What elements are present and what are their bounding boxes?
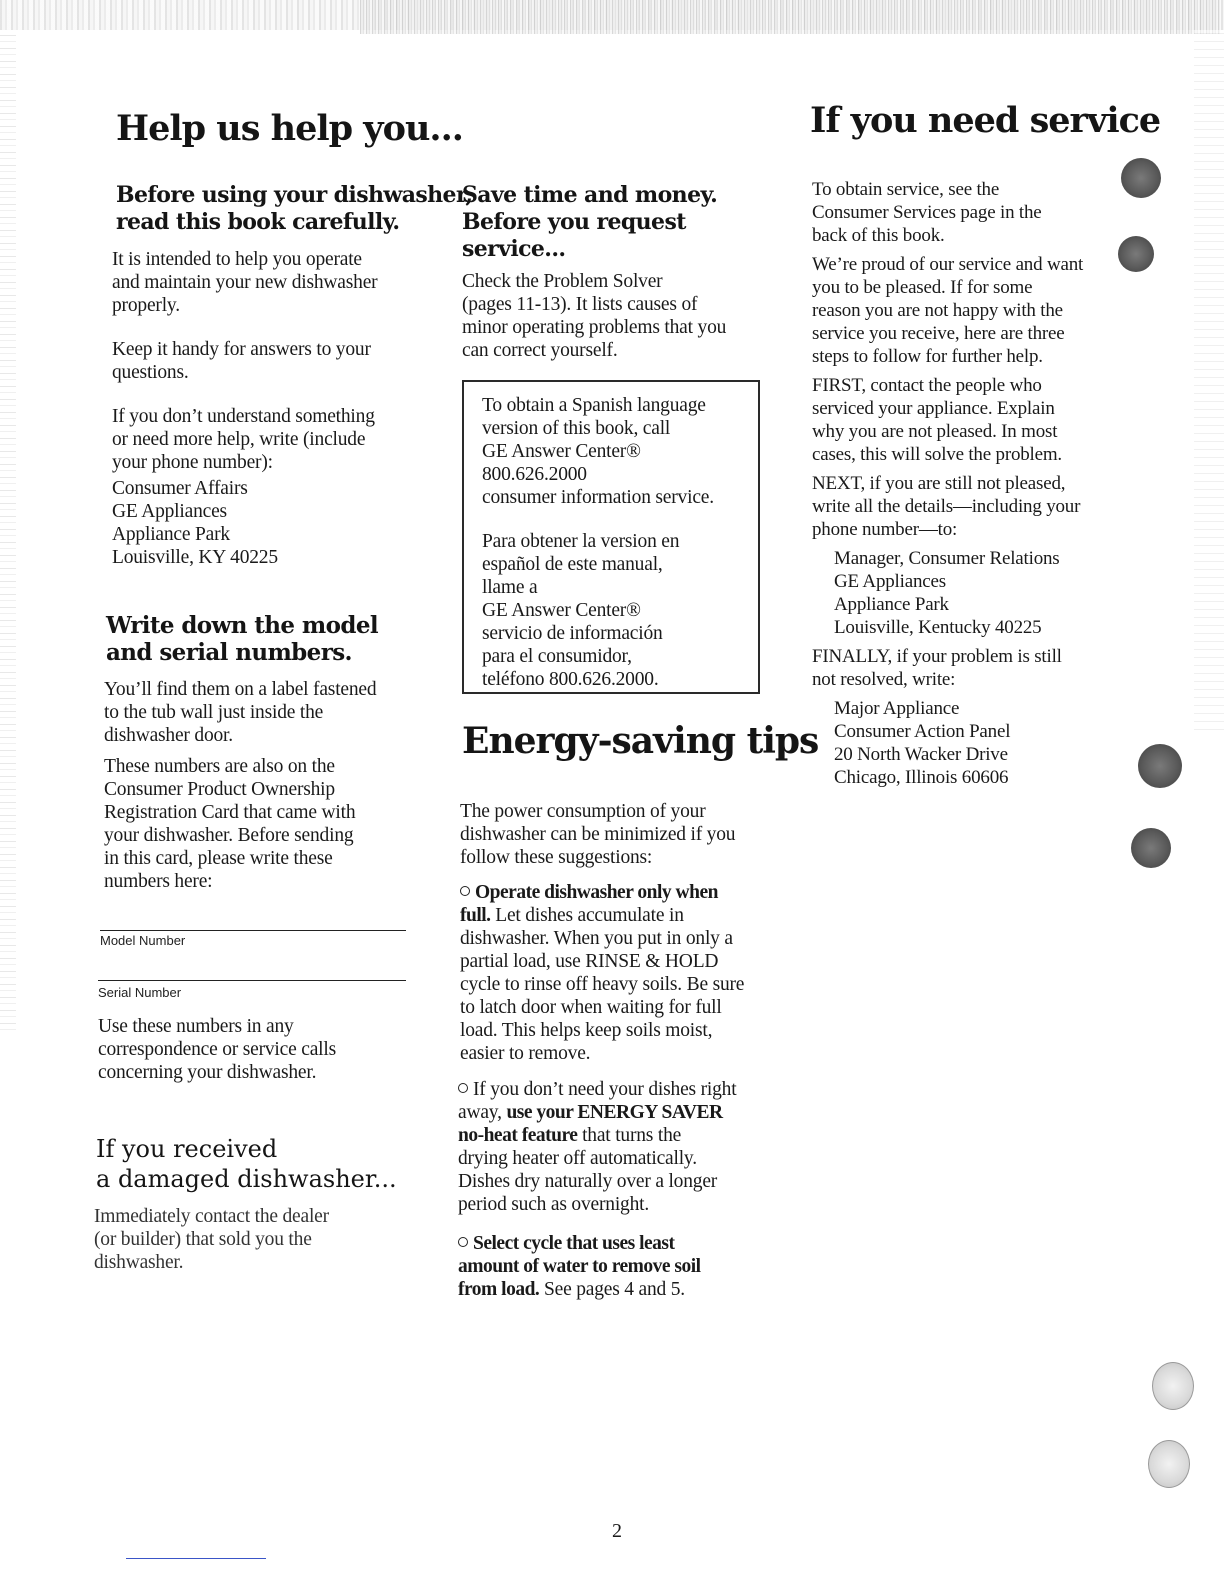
energy-tip-2: If you don’t need your dishes right away, use your ENERGY SAVER no-heat feature that turns the drying heater off automatically. Dishes dry naturally over a longer period such as overnight. xyxy=(458,1079,737,1215)
spanish-language-box xyxy=(462,380,760,694)
consumer-relations-address: Manager, Consumer Relations GE Appliances Appliance Park Louisville, Kentucky 40225 xyxy=(834,548,1060,638)
save-time-title: Save time and money. Before you request service... xyxy=(462,182,718,262)
serial-number-label: Serial Number xyxy=(98,985,182,1000)
punch-hole xyxy=(1118,236,1154,272)
service-body: To obtain service, see the Consumer Services page in the back of this book. We’re proud of our service and want you to be pleased. If for some reason you are not happy with the service you receive, here are three steps to follow for further help. FIRST, contact the people who serviced your appliance. Explain why you are not pleased. In most cases, this will solve the problem. NEXT, if you are still not pleased, write all the details—including your phone number—to: Manager, Consumer Relations GE Appliances Appliance Park Louisville, Kentucky 40225 FINALLY, if your problem is still not resolved, write: Major Appliance Consumer Action Panel 20 North Wacker Drive Chicago, Illinois 60606 xyxy=(812,179,1084,788)
heading-help-us: Help us help you... xyxy=(116,108,463,149)
scan-edge-top xyxy=(0,0,1224,30)
scan-edge-right xyxy=(1194,30,1224,730)
punch-hole xyxy=(1138,744,1182,788)
punch-hole xyxy=(1131,828,1171,868)
punch-hole xyxy=(1121,158,1161,198)
page-number: 2 xyxy=(612,1520,622,1542)
damaged-title: If you received a damaged dishwasher... xyxy=(96,1135,397,1193)
model-serial-usage: Use these numbers in any correspondence or service calls concerning your dishwasher. xyxy=(98,1016,336,1083)
model-serial-body: You’ll find them on a label fastened to the tub wall just inside the dishwasher door. These numbers are also on the Consumer Product Ownership Registration Card that came with your dishwasher. Before sending in this card, please write these numbers here: xyxy=(104,679,377,892)
energy-intro: The power consumption of your dishwasher can be minimized if you follow these suggestions: xyxy=(460,801,736,868)
consumer-action-panel-address: Major Appliance Consumer Action Panel 20 North Wacker Drive Chicago, Illinois 60606 xyxy=(834,698,1011,788)
energy-tip-3: Select cycle that uses least amount of water to remove soil from load. See pages 4 and 5. xyxy=(458,1233,701,1300)
model-serial-title: Write down the model and serial numbers. xyxy=(106,612,378,666)
punch-hole xyxy=(1148,1440,1190,1488)
scan-edge-left xyxy=(0,30,16,1030)
model-number-line[interactable] xyxy=(100,930,406,931)
damaged-body: Immediately contact the dealer (or builder) that sold you the dishwasher. xyxy=(94,1206,329,1273)
save-time-body: Check the Problem Solver (pages 11-13). It lists causes of minor operating problems that you can correct yourself. xyxy=(462,271,727,361)
bullet-icon xyxy=(460,886,470,896)
serial-number-line[interactable] xyxy=(98,980,406,981)
before-using-title: Before using your dishwasher, read this book carefully. xyxy=(116,182,473,235)
bullet-icon xyxy=(458,1083,468,1093)
before-using-body: It is intended to help you operate and maintain your new dishwasher properly. Keep it handy for answers to your questions. If you don’t understand something or need more help, write (include your phone number): Consumer Affairs GE Appliances Appliance Park Louisville, KY 40225 xyxy=(112,249,378,568)
spanish-box-text: To obtain a Spanish language version of this book, call GE Answer Center® 800.626.2000 consumer information service. Para obtener la version en español de este manual, llame a GE Answer Center® servicio de información para el consumidor, teléfono 800.626.2000. xyxy=(482,395,714,690)
heading-energy-saving-tips: Energy-saving tips xyxy=(462,720,819,762)
bullet-icon xyxy=(458,1237,468,1247)
model-number-label: Model Number xyxy=(100,933,186,948)
consumer-affairs-address: Consumer Affairs GE Appliances Appliance Park Louisville, KY 40225 xyxy=(112,478,278,568)
bottom-rule xyxy=(126,1558,266,1559)
punch-hole xyxy=(1152,1362,1194,1410)
energy-tip-1: Operate dishwasher only when full. Let dishes accumulate in dishwasher. When you put in only a partial load, use RINSE & HOLD cycle to rinse off heavy soils. Be sure to latch door when waiting for full load. This helps keep soils moist, easier to remove. xyxy=(460,882,745,1064)
heading-if-you-need-service: If you need service xyxy=(810,100,1161,141)
